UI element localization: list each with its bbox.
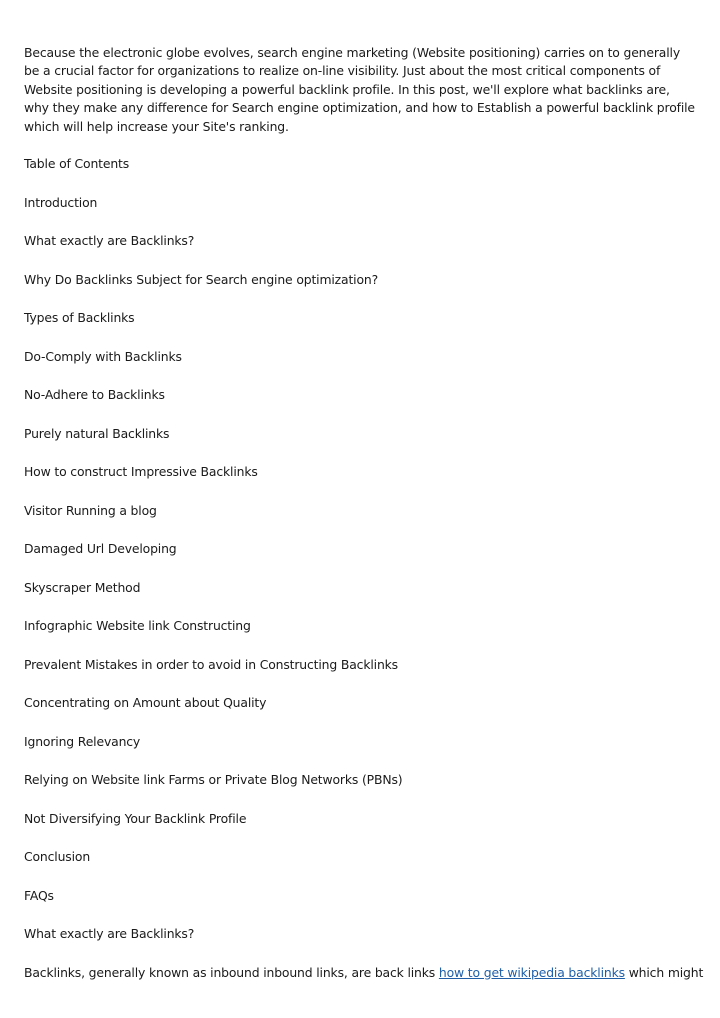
toc-item: How to construct Impressive Backlinks: [24, 464, 258, 480]
toc-item: Types of Backlinks: [24, 310, 135, 326]
wikipedia-backlinks-link[interactable]: how to get wikipedia backlinks: [438, 964, 625, 980]
document-page: [24, 44, 704, 982]
intro-paragraph: Because the electronic globe evolves, search engine marketing (Website positioning) carries on to generally be a crucial factor for organizations to realize on-line visibility. Just about the most critical components of Website positioning is developing a powerful backlink profile. In this post, we'll explore what backlinks are, why they make any difference for Search engine optimization, and how to Establish a powerful backlink profile which will help increase your Site's ranking.: [24, 45, 695, 134]
body-text: Backlinks, generally known as inbound inbound links, are back links: [24, 964, 439, 980]
toc-item: Prevalent Mistakes in order to avoid in Constructing Backlinks: [24, 656, 398, 672]
table-of-contents: [24, 155, 696, 943]
toc-item: Damaged Url Developing: [24, 541, 177, 557]
toc-item: FAQs: [24, 887, 54, 903]
toc-item: No-Adhere to Backlinks: [24, 387, 165, 403]
toc-item: Skyscraper Method: [24, 579, 141, 595]
toc-item: Purely natural Backlinks: [24, 425, 170, 441]
toc-item: Why Do Backlinks Subject for Search engine optimization?: [24, 271, 379, 287]
toc-heading: Table of Contents: [24, 156, 130, 172]
toc-item: What exactly are Backlinks?: [24, 233, 195, 249]
toc-item: Not Diversifying Your Backlink Profile: [24, 810, 247, 826]
section-heading: What exactly are Backlinks?: [24, 926, 195, 942]
toc-item: Do-Comply with Backlinks: [24, 348, 182, 364]
body-text: which might: [624, 964, 704, 980]
toc-item: Conclusion: [24, 849, 91, 865]
toc-item: Introduction: [24, 194, 98, 210]
toc-item: Relying on Website link Farms or Private Blog Networks (PBNs): [24, 772, 403, 788]
toc-item: Visitor Running a blog: [24, 502, 157, 518]
toc-item: Concentrating on Amount about Quality: [24, 695, 267, 711]
toc-item: Infographic Website link Constructing: [24, 618, 251, 634]
toc-item: Ignoring Relevancy: [24, 733, 141, 749]
body-paragraph: [24, 964, 704, 982]
